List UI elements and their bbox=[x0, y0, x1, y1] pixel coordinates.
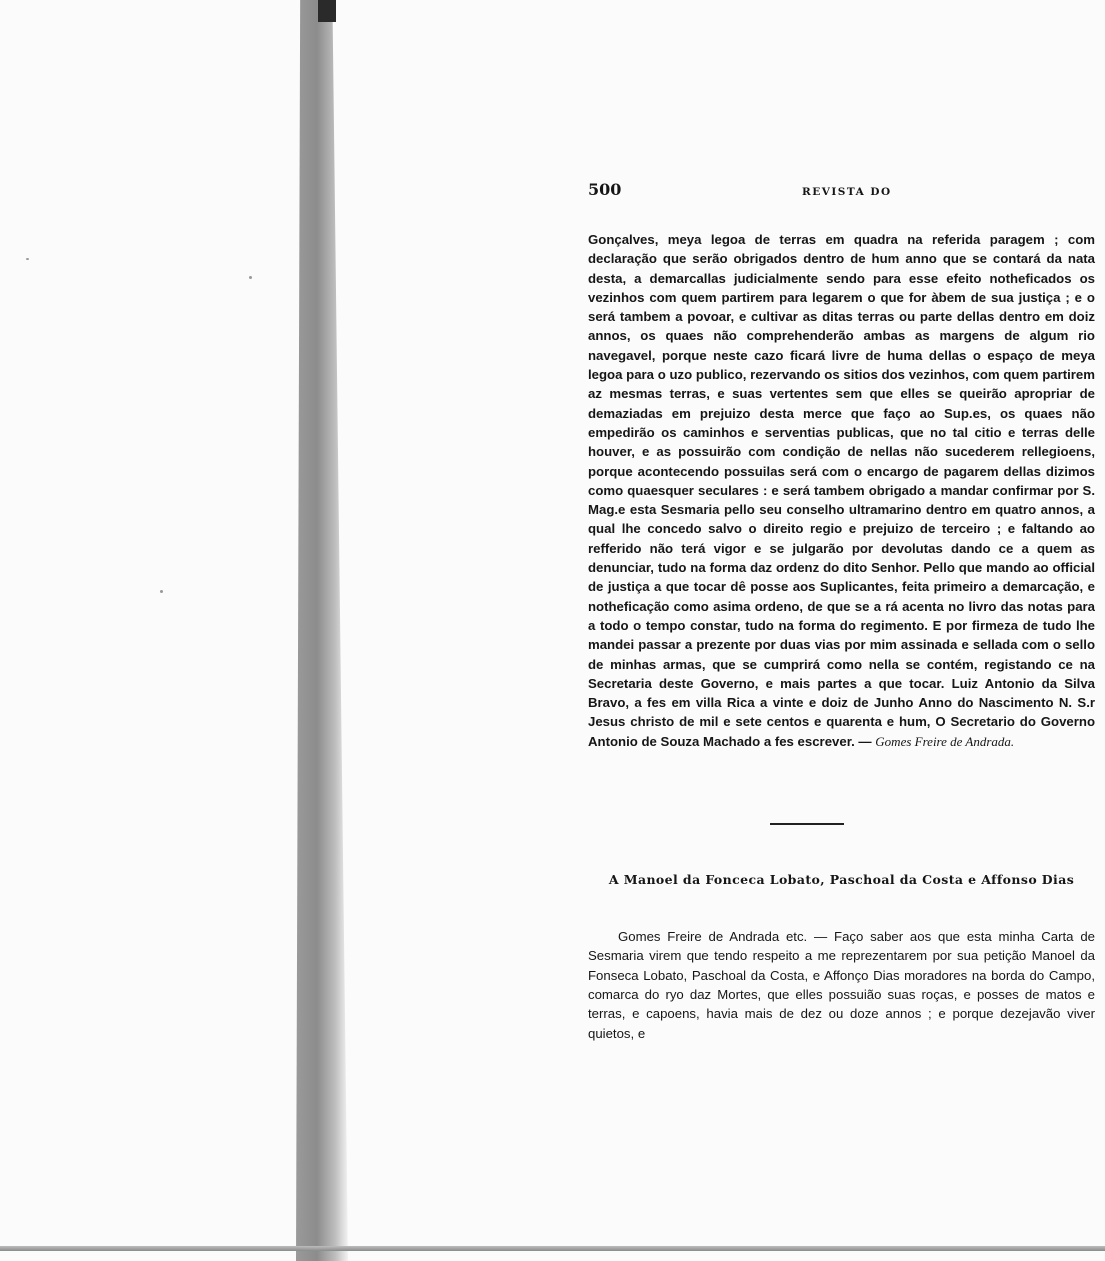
scan-speck bbox=[160, 590, 163, 593]
page-gutter-shadow bbox=[296, 0, 348, 1261]
second-paragraph: Gomes Freire de Andrada etc. — Faço saber aos que esta minha Carta de Sesmaria virem que tendo respeito a me reprezentarem por sua petição Manoel da Fonseca Lobato, Paschoal da Costa, e Affonço Dias moradores na borda do Campo, comarca do ryo daz Mortes, que elles possuião suas roças, e posses de matos e terras, e capoens, havia mais de dez ou doze annos ; e porque dezejavão viver quietos, e bbox=[588, 929, 1095, 1041]
signature: Gomes Freire de Andrada. bbox=[875, 733, 1015, 749]
running-head: REVISTA DO bbox=[802, 186, 892, 198]
section-title: A Manoel da Fonceca Lobato, Paschoal da Costa e Affonso Dias bbox=[608, 872, 1075, 888]
main-paragraph bbox=[588, 230, 1095, 751]
main-paragraph-text: Gonçalves, meya legoa de terras em quadra na referida paragem ; com declaração que serão obrigados dentro de hum anno que se contará da nata desta, a demarcallas judicialmente sendo para esse efeito notheficados os vezinhos com quem partirem para legarem o que for àbem de sua justiça ; e o será tambem a povoar, e cultivar as ditas terras ou parte dellas dentro em doiz annos, os quaes não comprehenderão ambas as margens de algum rio navegavel, porque neste cazo ficará livre de huma dellas o espaço de meya legoa para o uzo publico, rezervando os sitios dos vezinhos, com quem partirem az mesmas terras, e suas vertentes sem que elles se queirão apropriar de demaziadas em prejuizo desta merce que faço ao Sup.es, os quaes não empedirão os caminhos e serventias publicas, que no tal citio e terras delle houver, e as possuirão com condição de nellas não sucederem rellegioens, porque acontecendo possuilas será com o encargo de pagarem dellas dizimos como quaesquer seculares : e será tambem obrigado a mandar confirmar por S. Mag.e esta Sesmaria pello seu conselho ultramarino dentro em quatro annos, a qual lhe concedo salvo o direito regio e prejuizo de terceiro ; e faltando ao refferido não terá vigor e se julgarão por devolutas dando ce a quem as denunciar, tudo na forma daz ordenz do dito Senhor. Pello que mando ao official de justiça a que tocar dê posse aos Suplicantes, feita primeiro a demarcação, e notheficação como asima ordeno, de que se a rá acenta no livro das notas para a todo o tempo constar, tudo na forma do regimento. E por firmeza de tudo lhe mandei passar a prezente por duas vias por mim assinada e sellada com o sello de minhas armas, que se cumprirá como nella se contém, registando ce na Secretaria deste Governo, e mais partes a que tocar. Luiz Antonio da Silva Bravo, a fes em villa Rica a vinte e doiz de Junho Anno do Nascimento N. S.r Jesus christo de mil e sete centos e quarenta e hum, O Secretario do Governo Antonio de Souza Machado a fes escrever. — bbox=[588, 232, 1095, 749]
section-divider bbox=[770, 823, 844, 825]
page-number: 500 bbox=[588, 180, 622, 199]
binding-mark bbox=[318, 0, 336, 22]
scan-speck bbox=[249, 276, 252, 279]
scan-speck bbox=[26, 258, 29, 260]
document-page bbox=[588, 180, 1095, 1043]
page-header bbox=[588, 180, 1095, 206]
page-bottom-edge bbox=[0, 1246, 1105, 1251]
